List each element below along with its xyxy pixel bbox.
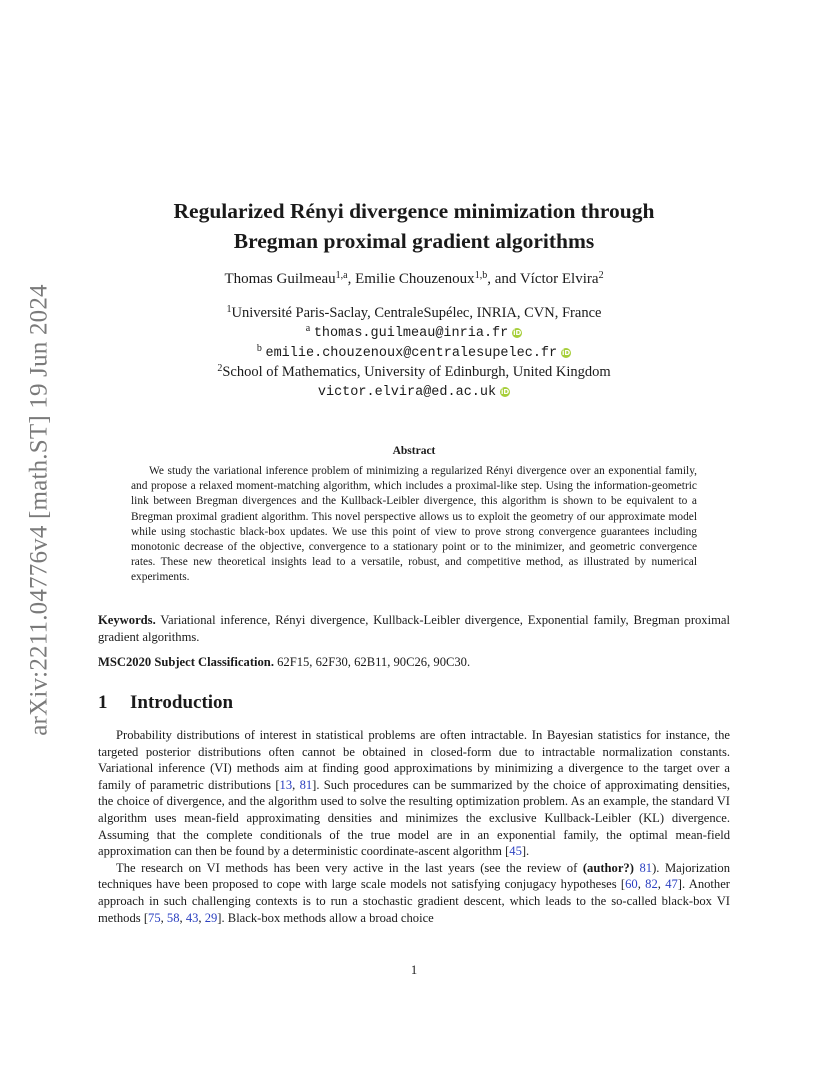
author-affil-mark: 1,a (335, 270, 348, 281)
email-line-a: $^a$ thomas.guilmeau@inria.fr iD (305, 323, 522, 341)
citation-link[interactable]: 43 (185, 910, 199, 925)
email-line-c (0, 382, 828, 402)
citation-link[interactable]: 45 (509, 844, 522, 859)
citation-link[interactable]: 81 (299, 777, 313, 792)
orcid-icon[interactable]: iD (562, 349, 571, 357)
keywords (98, 612, 730, 646)
abstract-heading: Abstract (392, 445, 436, 457)
email-link[interactable]: thomas.guilmeau@inria.fr (313, 326, 509, 341)
msc-codes: 62F15, 62F30, 62B11, 90C26, 90C30. (273, 655, 471, 669)
citation-link[interactable]: 82 (645, 877, 658, 892)
citation-link[interactable]: 29 (204, 910, 218, 925)
introduction-body (98, 727, 730, 926)
author-list (0, 271, 828, 288)
page-number: 1 (410, 963, 418, 977)
msc-classification (98, 654, 730, 671)
section-title: Introduction (130, 692, 234, 713)
citation-link[interactable]: 81 (639, 860, 653, 875)
author-name: Thomas Guilmeau (224, 271, 336, 287)
email-line-b: $^b$ emilie.chouzenoux@centralesupelec.fr iD (256, 343, 571, 361)
affiliations (0, 304, 828, 402)
author-name: Víctor Elvira (519, 271, 599, 287)
title-line-1: Regularized Rényi divergence minimization through (173, 199, 655, 223)
citation-link[interactable]: 60 (625, 877, 638, 892)
paragraph: Probability distributions of interest in statistical problems are often intractable. In Bayesian statistics for instance, the targeted posterior distributions often cannot be obtained in closed-form due to intractable normalization constants. Variational inference (VI) methods aim at finding good approximations by minimizing a divergence to the target over a family of parametric distributions [13, 81]. Such procedures can be summarized by the choice of approximating densities, the choice of divergence, and the algorithm used to solve the resulting optimization problem. As an example, the standard VI algorithm uses mean-field approximating densities and minimizes the exclusive Kullback-Leibler (KL) divergence. Assuming that the complete conditionals of the true model are in an exponential family, the optimal mean-field approximation can then be found by a deterministic coordinate-ascent algorithm [45]. (98, 728, 730, 859)
email-link[interactable]: emilie.chouzenoux@centralesupelec.fr (265, 346, 558, 361)
author-separator: , and (487, 271, 520, 287)
paragraph: The research on VI methods has been very active in the last years (see the review of (author?) 81). Majorization techniques have been proposed to cope with large scale models not satisfying conjugacy hypotheses [60, 82, 47]. Another approach in such challenging contexts is to run a stochastic gradient descent, which leads to the so-called black-box VI methods [75, 58, 43, 29]. Black-box methods allow a broad choice (98, 860, 731, 925)
citation-link[interactable]: 75 (148, 910, 161, 925)
author-affil-mark: 1,b (474, 270, 488, 281)
section-heading (98, 692, 233, 714)
author-name: Emilie Chouzenoux (355, 271, 475, 287)
affiliation-2: $^2$School of Mathematics, University of Edinburgh, United Kingdom (217, 363, 611, 380)
citation-link[interactable]: 58 (166, 910, 180, 925)
affiliation-1: $^1$Université Paris-Saclay, CentraleSupélec, INRIA, CVN, France (226, 304, 602, 321)
arxiv-identifier: arXiv:2211.04776v4 [math.ST] 19 Jun 2024 (26, 284, 54, 736)
keywords-text: Variational inference, Rényi divergence, Kullback-Leibler divergence, Exponential family, Bregman proximal gradient algorithms. (98, 613, 730, 644)
citation-link[interactable]: 47 (665, 877, 678, 892)
section-number: 1 (98, 692, 108, 713)
orcid-icon[interactable]: iD (513, 329, 522, 337)
msc-label: MSC2020 Subject Classification. (98, 655, 274, 669)
orcid-icon[interactable]: iD (501, 388, 510, 396)
citation-link[interactable]: 13 (279, 777, 293, 792)
author-separator: , (347, 271, 356, 287)
author-affil-mark: 2 (598, 270, 604, 281)
email-link[interactable]: victor.elvira@ed.ac.uk (317, 385, 497, 400)
abstract-text: We study the variational inference problem of minimizing a regularized Rényi divergence over an exponential family, and propose a relaxed moment-matching algorithm, which includes a proximal-like step. Using the information-geometric link between Bregman divergences and the Kullback-Leibler divergence, this algorithm is shown to be equivalent to a Bregman proximal gradient algorithm. This novel perspective allows us to exploit the geometry of our approximate model while using stochastic black-box updates. We use this point of view to prove strong convergence guarantees including monotonic decrease of the objective, convergence to a stationary point or to the minimizer, and geometric convergence rates. These new theoretical insights lead to a versatile, robust, and competitive method, as illustrated by numerical experiments. (131, 465, 697, 584)
keywords-label: Keywords. (98, 613, 156, 627)
paper-title (0, 196, 828, 256)
title-line-2: Bregman proximal gradient algorithms (233, 229, 595, 253)
